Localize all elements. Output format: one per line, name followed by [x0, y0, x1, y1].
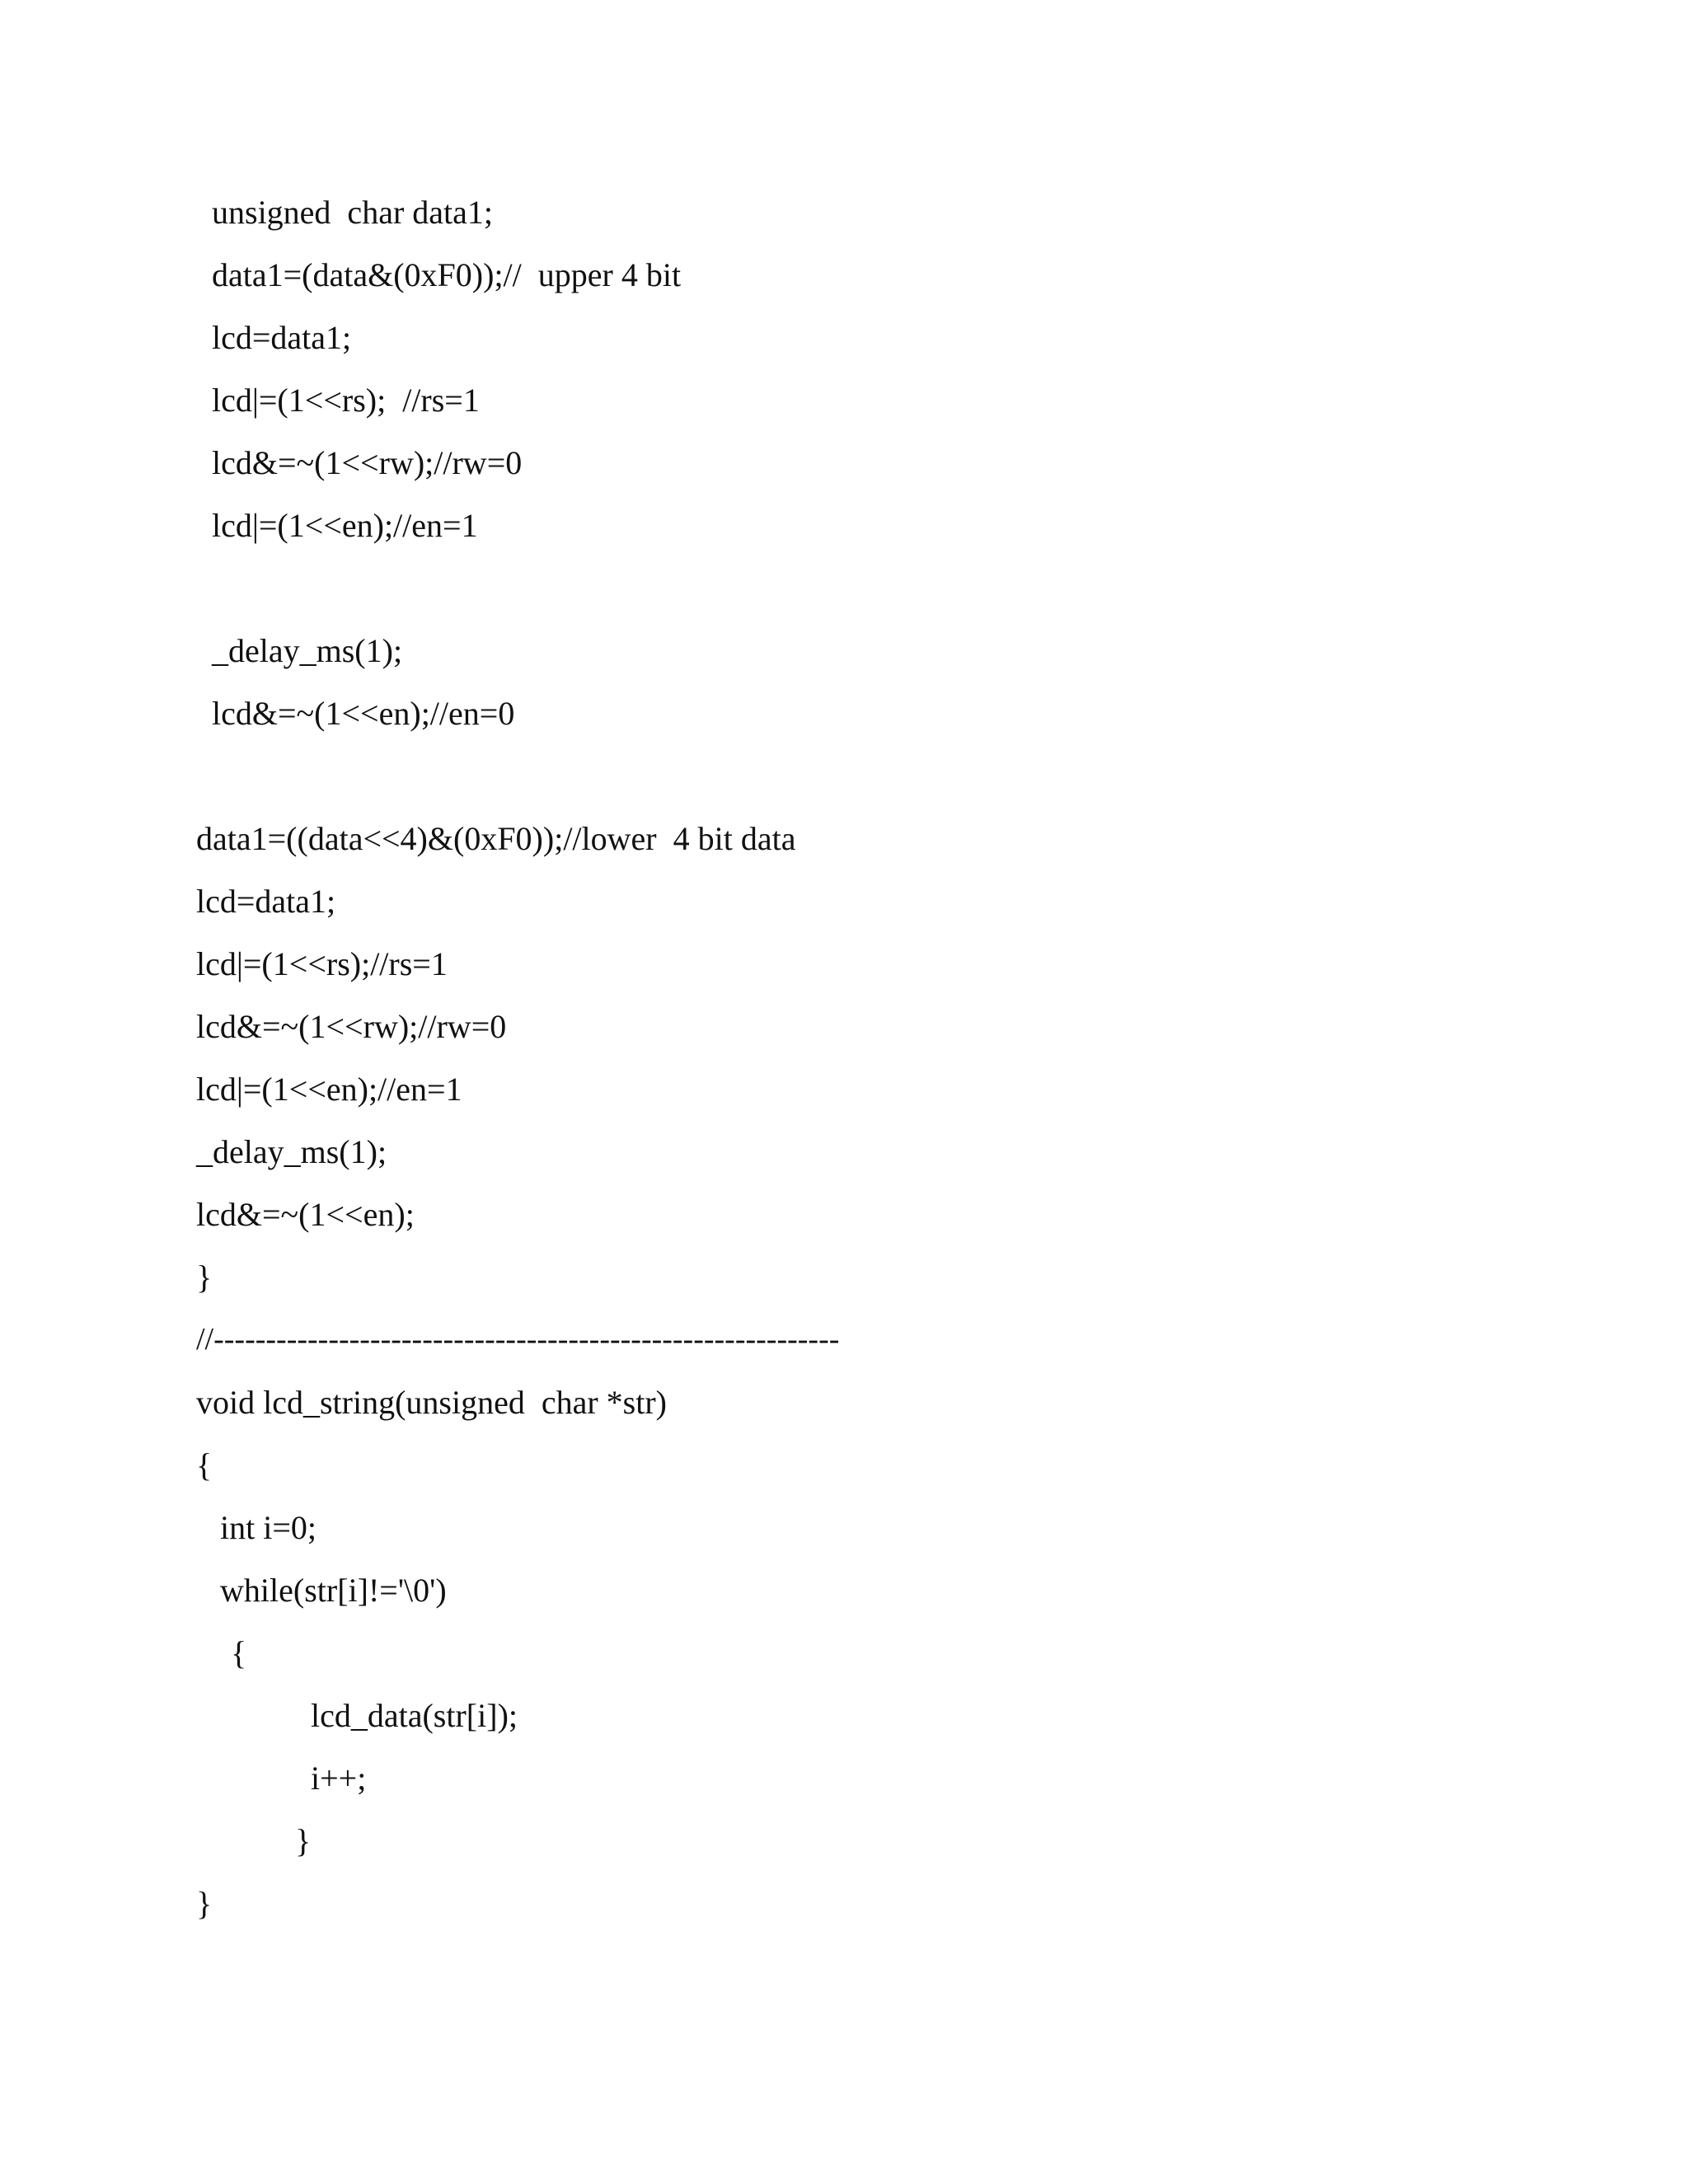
code-line: } — [196, 1885, 213, 1922]
code-line: int i=0; — [220, 1509, 317, 1546]
code-line: lcd|=(1<<rs);//rs=1 — [196, 945, 448, 982]
code-line: lcd|=(1<<en);//en=1 — [196, 1071, 462, 1108]
code-line: while(str[i]!='\0') — [220, 1572, 447, 1609]
code-line: _delay_ms(1); — [212, 632, 403, 669]
code-line: void lcd_string(unsigned char *str) — [196, 1384, 667, 1421]
code-line: } — [196, 1258, 213, 1296]
code-line: lcd&=~(1<<rw);//rw=0 — [196, 1008, 507, 1045]
code-line: lcd&=~(1<<rw);//rw=0 — [212, 444, 523, 481]
code-line: lcd=data1; — [212, 319, 352, 356]
code-line: lcd=data1; — [196, 883, 336, 920]
code-line: lcd|=(1<<rs); //rs=1 — [212, 382, 480, 419]
code-line: data1=((data<<4)&(0xF0));//lower 4 bit data — [196, 820, 796, 857]
code-line: i++; — [311, 1760, 367, 1797]
code-line: } — [295, 1822, 312, 1859]
code-line: lcd_data(str[i]); — [311, 1697, 518, 1734]
code-line: data1=(data&(0xF0));// upper 4 bit — [212, 256, 682, 293]
code-line: _delay_ms(1); — [196, 1133, 387, 1170]
separator-comment: //------------------------------------------------------------ — [196, 1322, 840, 1357]
code-line: lcd&=~(1<<en);//en=0 — [212, 695, 515, 732]
code-line: { — [231, 1634, 247, 1671]
code-line: lcd|=(1<<en);//en=1 — [212, 507, 478, 544]
code-line: lcd&=~(1<<en); — [196, 1196, 415, 1233]
code-line: { — [196, 1446, 213, 1483]
code-line: unsigned char data1; — [212, 194, 493, 231]
